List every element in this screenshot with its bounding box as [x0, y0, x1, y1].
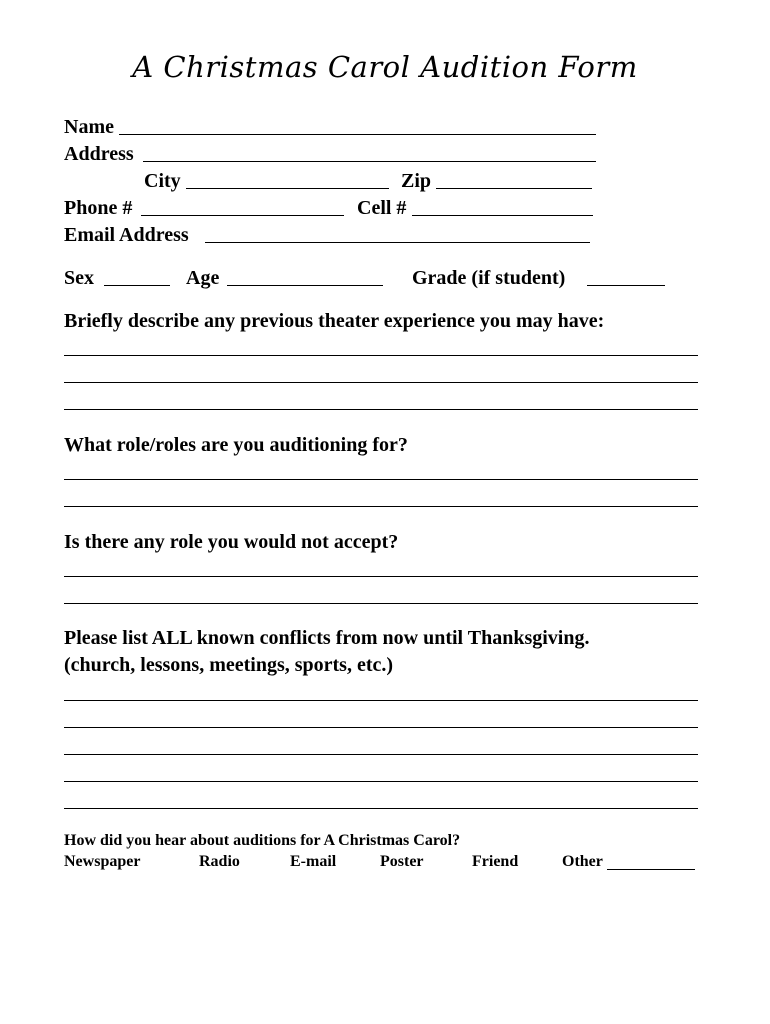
not-accept-line-1[interactable] — [64, 576, 698, 577]
sex-field[interactable] — [104, 285, 170, 286]
experience-line-2[interactable] — [64, 382, 698, 383]
experience-line-3[interactable] — [64, 409, 698, 410]
other-field[interactable] — [607, 869, 695, 870]
city-label: City — [144, 170, 181, 192]
conflicts-line-1[interactable] — [64, 700, 698, 701]
option-newspaper[interactable]: Newspaper — [64, 853, 141, 870]
age-label: Age — [186, 267, 220, 289]
address-field[interactable] — [143, 161, 596, 162]
grade-label: Grade (if student) — [412, 267, 566, 289]
grade-field[interactable] — [587, 285, 665, 286]
roles-line-1[interactable] — [64, 479, 698, 480]
cell-label: Cell # — [357, 197, 407, 219]
not-accept-question: Is there any role you would not accept? — [64, 531, 399, 553]
hear-about-question: How did you hear about auditions for A Christmas Carol? — [64, 832, 461, 849]
option-friend[interactable]: Friend — [472, 853, 519, 870]
zip-label: Zip — [401, 170, 432, 192]
conflicts-line-4[interactable] — [64, 781, 698, 782]
experience-question: Briefly describe any previous theater experience you may have: — [64, 310, 605, 332]
email-field[interactable] — [205, 242, 590, 243]
not-accept-line-2[interactable] — [64, 603, 698, 604]
conflicts-examples: (church, lessons, meetings, sports, etc.) — [64, 654, 394, 676]
name-label: Name — [64, 116, 114, 138]
name-field[interactable] — [119, 134, 596, 135]
conflicts-line-3[interactable] — [64, 754, 698, 755]
experience-line-1[interactable] — [64, 355, 698, 356]
sex-label: Sex — [64, 267, 94, 289]
roles-line-2[interactable] — [64, 506, 698, 507]
address-label: Address — [64, 143, 134, 165]
option-poster[interactable]: Poster — [380, 853, 424, 870]
conflicts-question: Please list ALL known conflicts from now until Thanksgiving. — [64, 627, 590, 649]
email-label: Email Address — [64, 224, 189, 246]
cell-field[interactable] — [412, 215, 593, 216]
conflicts-line-5[interactable] — [64, 808, 698, 809]
option-other[interactable]: Other — [562, 853, 603, 870]
page-title: A Christmas Carol Audition Form — [132, 50, 638, 84]
age-field[interactable] — [227, 285, 383, 286]
conflicts-line-2[interactable] — [64, 727, 698, 728]
zip-field[interactable] — [436, 188, 592, 189]
city-field[interactable] — [186, 188, 389, 189]
phone-label: Phone # — [64, 197, 133, 219]
option-email[interactable]: E-mail — [290, 853, 337, 870]
option-radio[interactable]: Radio — [199, 853, 240, 870]
phone-field[interactable] — [141, 215, 344, 216]
roles-question: What role/roles are you auditioning for? — [64, 434, 408, 456]
